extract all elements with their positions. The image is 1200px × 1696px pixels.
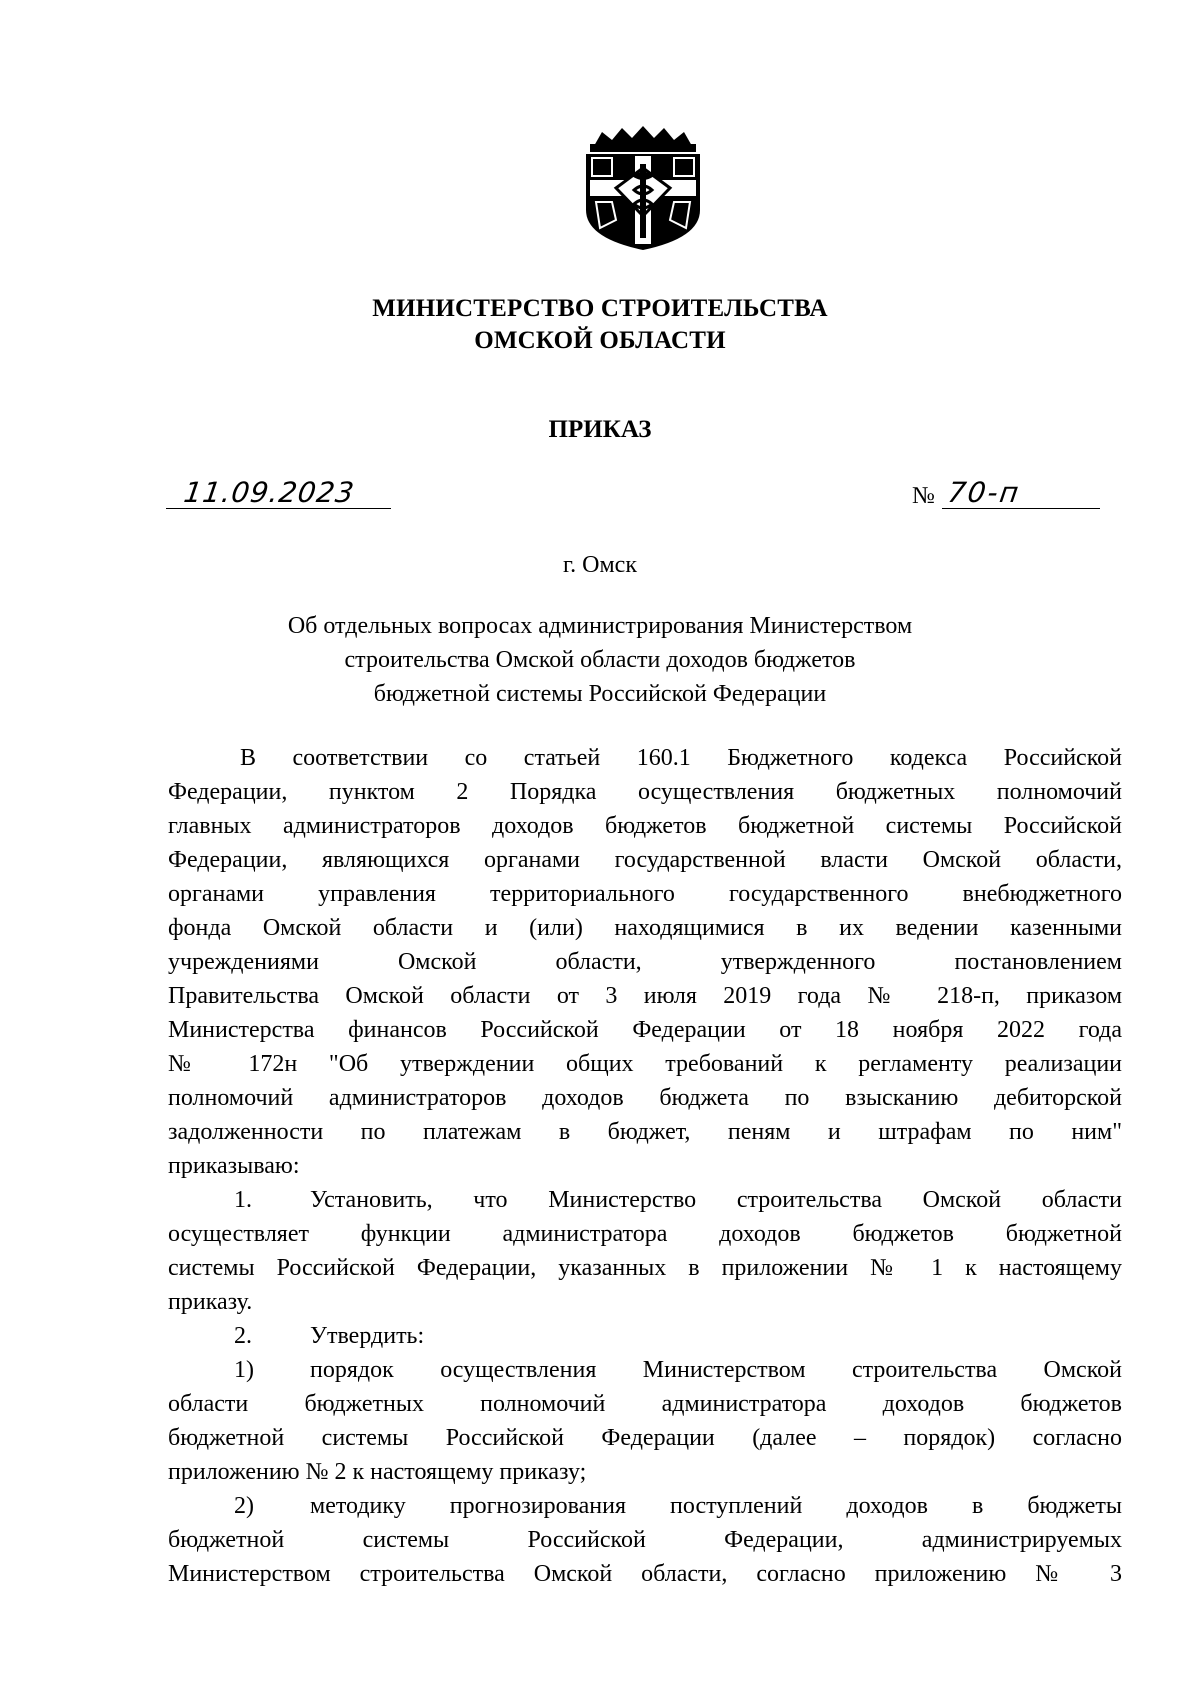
body-line: полномочий администраторов доходов бюджета по взысканию дебиторской — [168, 1085, 1122, 1111]
body-line: системы Российской Федерации, указанных в приложении № 1 к настоящему — [168, 1255, 1122, 1281]
order-number-handwritten: 70-п — [945, 476, 1023, 509]
ministry-name-line1: МИНИСТЕРСТВО СТРОИТЕЛЬСТВА — [372, 295, 828, 322]
subitem-1-line — [168, 1353, 1122, 1387]
body-line: главных администраторов доходов бюджетов бюджетной системы Российской — [168, 813, 1122, 839]
order-date-handwritten: 11.09.2023 — [181, 476, 357, 509]
body-line: Министерством строительства Омской области, согласно приложению № 3 — [168, 1561, 1122, 1587]
subject-line: бюджетной системы Российской Федерации — [373, 681, 827, 707]
subject-line: Об отдельных вопросах администрирования Министерством — [287, 613, 913, 639]
item-1-line — [168, 1183, 1122, 1217]
body-line: № 172н "Об утверждении общих требований к регламенту реализации — [168, 1051, 1122, 1077]
order-body — [168, 741, 1122, 1591]
subitem-1-marker: 1) — [234, 1357, 254, 1383]
item-1-text: Установить, что Министерство строительства Омской области — [310, 1187, 1122, 1213]
body-line: задолженности по платежам в бюджет, пеням и штрафам по ним" — [168, 1119, 1122, 1145]
number-underline — [942, 508, 1100, 509]
order-title: ПРИКАЗ — [548, 416, 652, 443]
body-line: Правительства Омской области от 3 июля 2019 года № 218-п, приказом — [168, 983, 1122, 1009]
body-line: органами управления территориального государственного внебюджетного — [168, 881, 1122, 907]
body-line: Министерства финансов Российской Федерации от 18 ноября 2022 года — [168, 1017, 1122, 1043]
body-line: В соответствии со статьей 160.1 Бюджетного кодекса Российской — [240, 745, 1122, 771]
body-line: приказываю: — [168, 1153, 300, 1179]
subitem-2-marker: 2) — [234, 1493, 254, 1519]
date-underline — [166, 508, 391, 509]
order-number-label: № — [912, 483, 935, 509]
body-line: Федерации, пунктом 2 Порядка осуществления бюджетных полномочий — [168, 779, 1122, 805]
item-2-text: Утвердить: — [310, 1323, 425, 1349]
subitem-1-text: порядок осуществления Министерством строительства Омской — [310, 1357, 1122, 1383]
body-line: приказу. — [168, 1289, 253, 1315]
item-2-line — [168, 1319, 1122, 1353]
subitem-2-text: методику прогнозирования поступлений доходов в бюджеты — [310, 1493, 1122, 1519]
city-name: г. Омск — [563, 552, 637, 578]
body-line: области бюджетных полномочий администратора доходов бюджетов — [168, 1391, 1122, 1417]
item-2-marker: 2. — [234, 1323, 252, 1349]
subitem-2-line — [168, 1489, 1122, 1523]
item-1-marker: 1. — [234, 1187, 252, 1213]
body-line: фонда Омской области и (или) находящимися в их ведении казенными — [168, 915, 1122, 941]
body-line: учреждениями Омской области, утвержденного постановлением — [168, 949, 1122, 975]
body-line: осуществляет функции администратора доходов бюджетов бюджетной — [168, 1221, 1122, 1247]
body-line: бюджетной системы Российской Федерации (далее – порядок) согласно — [168, 1425, 1122, 1451]
ministry-name-line2: ОМСКОЙ ОБЛАСТИ — [474, 327, 726, 354]
body-line: Федерации, являющихся органами государственной власти Омской области, — [168, 847, 1122, 873]
subject-line: строительства Омской области доходов бюджетов — [344, 647, 856, 673]
body-line: бюджетной системы Российской Федерации, администрируемых — [168, 1527, 1122, 1553]
coat-of-arms-emblem — [572, 124, 714, 252]
body-line: приложению № 2 к настоящему приказу; — [168, 1459, 587, 1485]
